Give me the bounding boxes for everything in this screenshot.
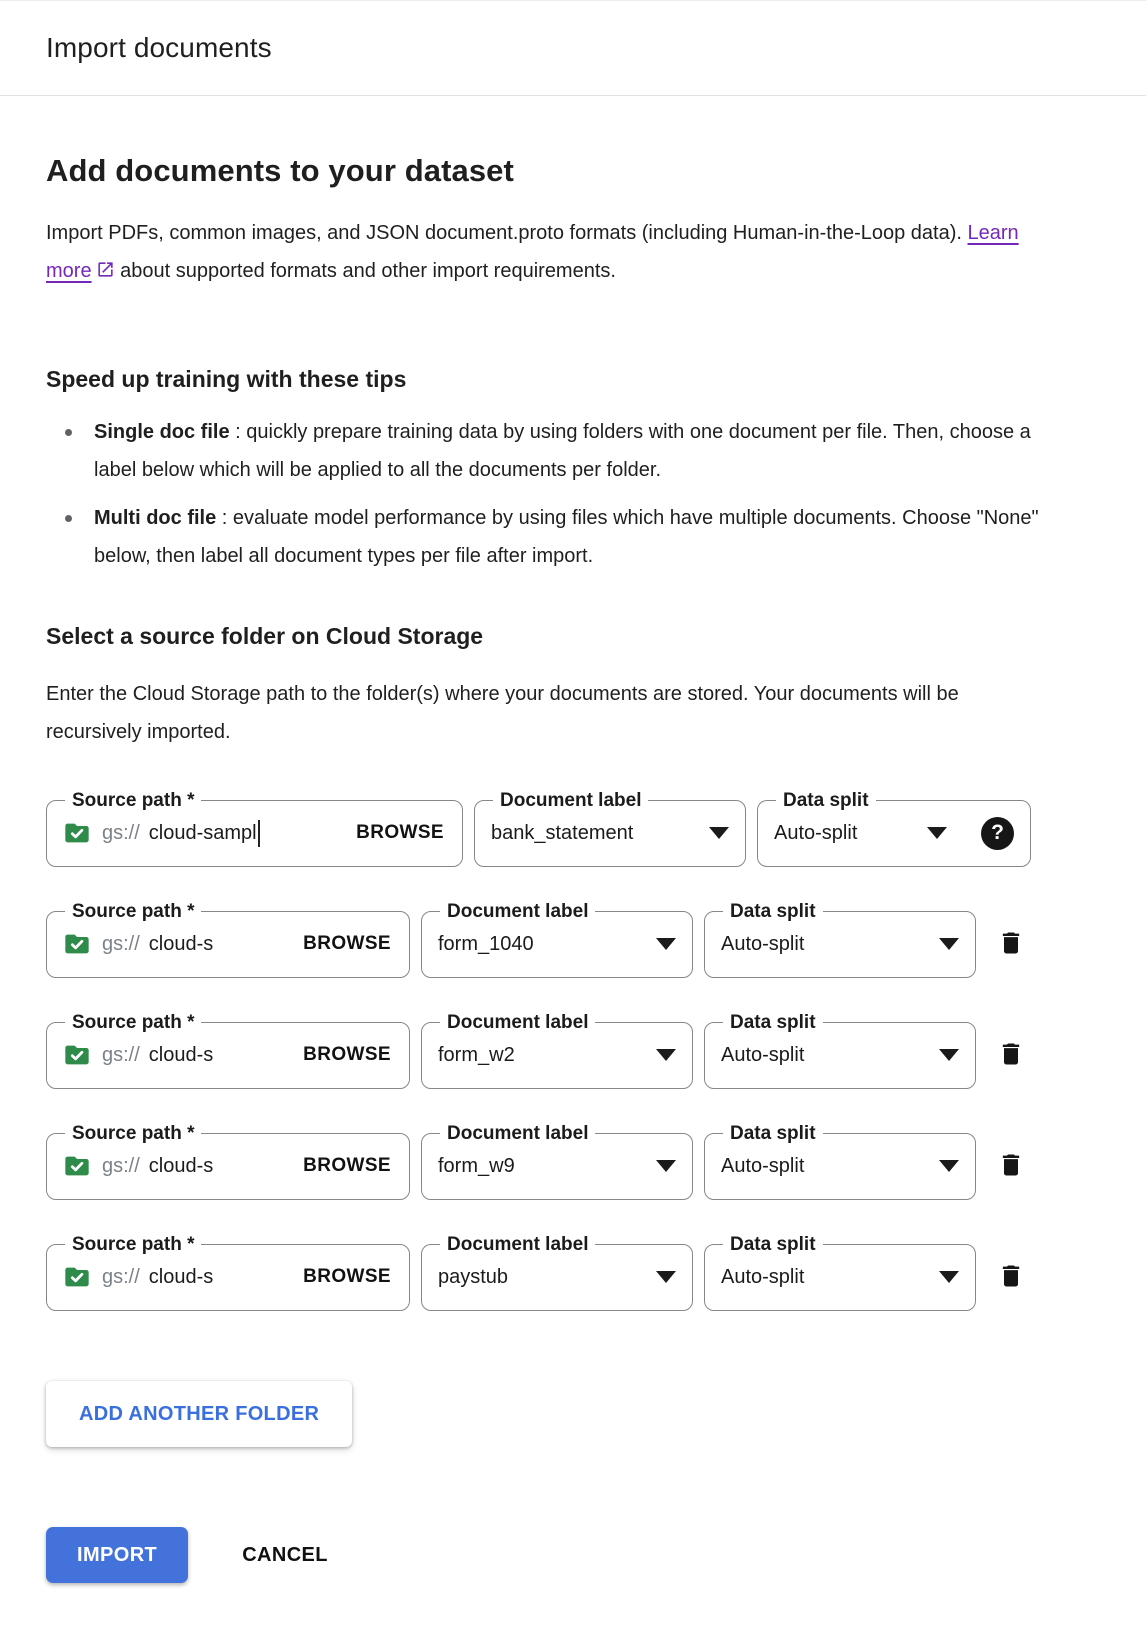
form-rows xyxy=(46,789,1100,1311)
document-label-value: form_w2 xyxy=(438,1043,515,1066)
data-split-field[interactable] xyxy=(704,1122,976,1200)
dropdown-arrow-icon[interactable] xyxy=(656,1160,676,1172)
delete-button[interactable] xyxy=(997,1039,1025,1069)
delete-button[interactable] xyxy=(997,1150,1025,1180)
delete-button[interactable] xyxy=(997,1261,1025,1291)
dropdown-arrow-icon[interactable] xyxy=(656,938,676,950)
browse-button[interactable]: BROWSE xyxy=(293,929,393,959)
source-path-label: Source path * xyxy=(72,1012,195,1033)
dropdown-arrow-icon[interactable] xyxy=(656,1271,676,1283)
page-title: Add documents to your dataset xyxy=(46,153,514,188)
source-path-field[interactable] xyxy=(46,1122,410,1200)
folder-check-icon xyxy=(63,1152,91,1180)
browse-button[interactable]: BROWSE xyxy=(293,1151,393,1181)
folder-check-icon xyxy=(63,819,91,847)
import-folder-row xyxy=(46,1122,1100,1200)
document-label-label: Document label xyxy=(447,1012,589,1033)
trash-icon xyxy=(997,946,1025,961)
tip-body: : evaluate model performance by using files which have multiple documents. Choose "None" below, then label all document types per file after import. xyxy=(94,507,1039,567)
source-path-label: Source path * xyxy=(72,790,195,811)
document-label-value: bank_statement xyxy=(491,821,634,844)
bullet-icon xyxy=(65,515,72,522)
source-path-field[interactable] xyxy=(46,1011,410,1089)
text-cursor xyxy=(258,820,260,847)
dialog-header xyxy=(0,0,1146,96)
dropdown-arrow-icon[interactable] xyxy=(939,938,959,950)
data-split-value: Auto-split xyxy=(774,821,858,844)
data-split-value: Auto-split xyxy=(721,932,805,955)
gs-prefix: gs:// xyxy=(102,1265,140,1288)
document-label-field[interactable] xyxy=(421,1122,693,1200)
intro-text-after: about supported formats and other import requirements. xyxy=(114,260,616,282)
document-label-label: Document label xyxy=(447,1234,589,1255)
source-path-field[interactable] xyxy=(46,1233,410,1311)
dropdown-arrow-icon[interactable] xyxy=(939,1160,959,1172)
source-path-label: Source path * xyxy=(72,901,195,922)
dropdown-arrow-icon[interactable] xyxy=(656,1049,676,1061)
trash-icon xyxy=(997,1279,1025,1294)
document-label-value: form_1040 xyxy=(438,932,534,955)
data-split-label: Data split xyxy=(730,1123,816,1144)
gs-prefix: gs:// xyxy=(102,1043,140,1066)
source-heading: Select a source folder on Cloud Storage xyxy=(46,623,484,649)
source-path-input[interactable]: cloud-s xyxy=(148,1154,214,1177)
import-folder-row xyxy=(46,900,1100,978)
browse-button[interactable]: BROWSE xyxy=(346,818,446,848)
tip-lead: Single doc file xyxy=(94,421,230,443)
add-another-folder-button[interactable]: ADD ANOTHER FOLDER xyxy=(46,1381,352,1447)
dropdown-arrow-icon[interactable] xyxy=(927,827,947,839)
data-split-field[interactable] xyxy=(757,789,1031,867)
dropdown-arrow-icon[interactable] xyxy=(709,827,729,839)
data-split-label: Data split xyxy=(783,790,869,811)
learn-more-link[interactable]: Learn more xyxy=(46,222,1019,282)
tip-item-single-doc xyxy=(46,413,1046,489)
document-label-value: form_w9 xyxy=(438,1154,515,1177)
source-description: Enter the Cloud Storage path to the folder(s) where your documents are stored. Your documents will be recursively imported. xyxy=(46,683,959,743)
data-split-value: Auto-split xyxy=(721,1265,805,1288)
document-label-field[interactable] xyxy=(421,1011,693,1089)
tip-lead: Multi doc file xyxy=(94,507,217,529)
data-split-label: Data split xyxy=(730,901,816,922)
help-icon[interactable] xyxy=(981,817,1014,850)
source-path-input[interactable]: cloud-s xyxy=(148,1043,214,1066)
browse-button[interactable]: BROWSE xyxy=(293,1262,393,1292)
folder-check-icon xyxy=(63,1263,91,1291)
import-folder-row xyxy=(46,1011,1100,1089)
browse-button[interactable]: BROWSE xyxy=(293,1040,393,1070)
data-split-field[interactable] xyxy=(704,1011,976,1089)
data-split-field[interactable] xyxy=(704,1233,976,1311)
dropdown-arrow-icon[interactable] xyxy=(939,1271,959,1283)
data-split-label: Data split xyxy=(730,1234,816,1255)
data-split-value: Auto-split xyxy=(721,1154,805,1177)
source-path-input[interactable]: cloud-s xyxy=(148,1265,214,1288)
import-button[interactable]: IMPORT xyxy=(46,1527,188,1583)
trash-icon xyxy=(997,1168,1025,1183)
source-path-field[interactable] xyxy=(46,789,463,867)
dropdown-arrow-icon[interactable] xyxy=(939,1049,959,1061)
data-split-label: Data split xyxy=(730,1012,816,1033)
import-folder-row xyxy=(46,1233,1100,1311)
data-split-field[interactable] xyxy=(704,900,976,978)
cancel-button[interactable]: CANCEL xyxy=(236,1536,334,1575)
folder-check-icon xyxy=(63,1041,91,1069)
dialog-actions xyxy=(46,1527,1100,1583)
document-label-field[interactable] xyxy=(474,789,746,867)
folder-check-icon xyxy=(63,930,91,958)
document-label-value: paystub xyxy=(438,1265,509,1288)
source-path-field[interactable] xyxy=(46,900,410,978)
tip-item-multi-doc xyxy=(46,499,1046,575)
tips-list xyxy=(46,413,1100,575)
gs-prefix: gs:// xyxy=(102,1154,140,1177)
gs-prefix: gs:// xyxy=(102,932,140,955)
external-link-icon xyxy=(96,254,115,292)
intro-paragraph xyxy=(46,214,1036,292)
trash-icon xyxy=(997,1057,1025,1072)
tips-heading: Speed up training with these tips xyxy=(46,366,407,392)
intro-text-before: Import PDFs, common images, and JSON document.proto formats (including Human-in-the-Loop data). xyxy=(46,222,968,244)
source-path-label: Source path * xyxy=(72,1123,195,1144)
dialog-title: Import documents xyxy=(46,32,272,63)
source-path-input[interactable]: cloud-s xyxy=(148,932,214,955)
bullet-icon xyxy=(65,429,72,436)
data-split-value: Auto-split xyxy=(721,1043,805,1066)
document-label-label: Document label xyxy=(447,1123,589,1144)
document-label-label: Document label xyxy=(447,901,589,922)
document-label-field[interactable] xyxy=(421,900,693,978)
source-path-label: Source path * xyxy=(72,1234,195,1255)
import-folder-row xyxy=(46,789,1100,867)
delete-button[interactable] xyxy=(997,928,1025,958)
source-path-input[interactable]: cloud-sampl xyxy=(148,821,257,844)
gs-prefix: gs:// xyxy=(102,821,140,844)
document-label-field[interactable] xyxy=(421,1233,693,1311)
document-label-label: Document label xyxy=(500,790,642,811)
tip-body: : quickly prepare training data by using folders with one document per file. Then, choose a label below which will be applied to all the documents per folder. xyxy=(94,421,1031,481)
dialog-content xyxy=(0,153,1146,1623)
